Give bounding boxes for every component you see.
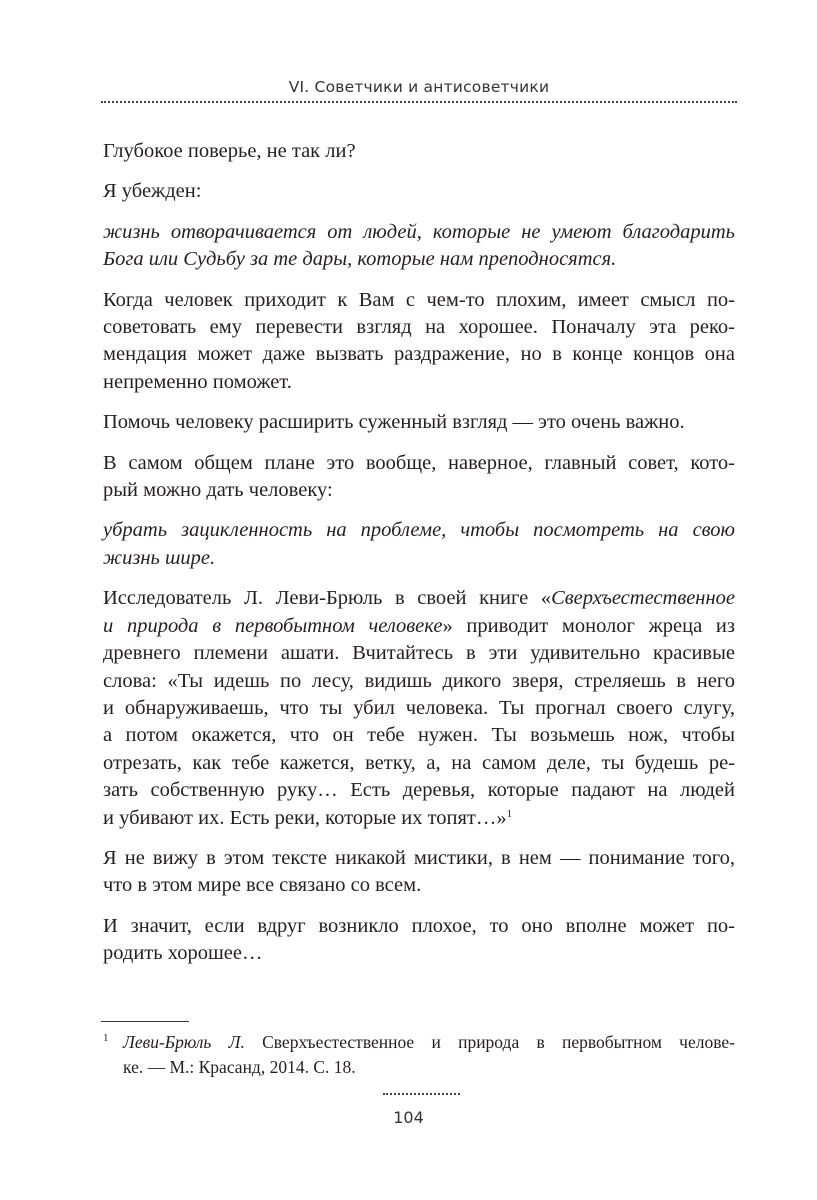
italic-title: и природа в первобытном человеке (103, 614, 443, 637)
text-line: жизнь шире. (103, 546, 216, 569)
paragraph (103, 287, 735, 397)
text-line: отрезать, как тебе кажется, ветку, а, на самом деле, ты будешь ре- (103, 751, 735, 774)
text-line: Когда человек приходит к Вам с чем-то плохим, имеет смысл по- (103, 288, 735, 311)
body-text (103, 138, 735, 981)
footnote (103, 1030, 735, 1080)
text-line: и убивают их. Есть реки, которые их топят…»$^1$ (103, 806, 513, 829)
text-line: Бога или Судьбу за те дары, которые нам преподносятся. (103, 248, 617, 271)
footnote-reference[interactable]: 1 (506, 807, 513, 820)
text-line: родить хорошее… (103, 942, 263, 965)
footnote-rule (101, 1021, 189, 1022)
text-line: древнего племени ашати. Вчитайтесь в эти удивительно красивые (103, 642, 735, 665)
text-line: и обнаруживаешь, что ты убил человека. Ты прогнал своего слугу, (103, 696, 735, 719)
footer-divider (383, 1093, 460, 1095)
text-line: Я не вижу в этом тексте никакой мистики, в нем — понимание того, (103, 846, 735, 869)
footnote-author: Леви-Брюль Л. (123, 1032, 245, 1052)
header-divider (101, 101, 737, 103)
text-line: убрать зацикленность на проблеме, чтобы посмотреть на свою (103, 519, 735, 542)
text-line: Я убежден: (103, 180, 202, 203)
text-line: непременно поможет. (103, 370, 292, 393)
text-line: Помочь человеку расширить суженный взгляд — это очень важно. (103, 411, 685, 434)
paragraph (103, 845, 735, 900)
paragraph (103, 913, 735, 968)
italic-title: Сверхъестественное (551, 587, 735, 610)
paragraph (103, 585, 735, 832)
text-line: советовать ему перевести взгляд на хорошее. Поначалу эта реко- (103, 316, 735, 339)
page-number: 104 (393, 1108, 424, 1127)
text-line: Исследователь Л. Леви-Брюль в своей книге «Сверхъестественное (103, 587, 735, 610)
running-header: VI. Советчики и антисоветчики (288, 78, 550, 96)
footnote-line (103, 1030, 735, 1055)
text-line: В самом общем плане это вообще, наверное, главный совет, кото- (103, 451, 735, 474)
paragraph (103, 409, 735, 436)
paragraph (103, 138, 735, 165)
text-line: И значит, если вдруг возникло плохое, то оно вполне может по- (103, 914, 735, 937)
footnote-title: Сверхъестественное и природа в первобытном челове- (244, 1032, 735, 1052)
paragraph (103, 219, 735, 274)
text-line: а потом окажется, что он тебе нужен. Ты возьмешь нож, чтобы (103, 724, 735, 747)
paragraph (103, 517, 735, 572)
text-line: слова: «Ты идешь по лесу, видишь дикого зверя, стреляешь в него (103, 669, 735, 692)
footnote-mark: 1 (103, 1032, 109, 1044)
paragraph (103, 178, 735, 205)
footnote-line: ке. — М.: Красанд, 2014. С. 18. (123, 1057, 356, 1077)
text-line: Глубокое поверье, не так ли? (103, 140, 356, 162)
text-line: и природа в первобытном человеке» приводит монолог жреца из (103, 614, 735, 637)
text-line: мендация может даже вызвать раздражение, но в конце концов она (103, 343, 735, 366)
text-line: зать собственную руку… Есть деревья, которые падают на людей (103, 779, 735, 802)
text-line: жизнь отворачивается от людей, которые не умеют благодарить (103, 220, 735, 243)
paragraph (103, 450, 735, 505)
text-line: что в этом мире все связано со всем. (103, 874, 422, 897)
text-line: рый можно дать человеку: (103, 479, 333, 502)
